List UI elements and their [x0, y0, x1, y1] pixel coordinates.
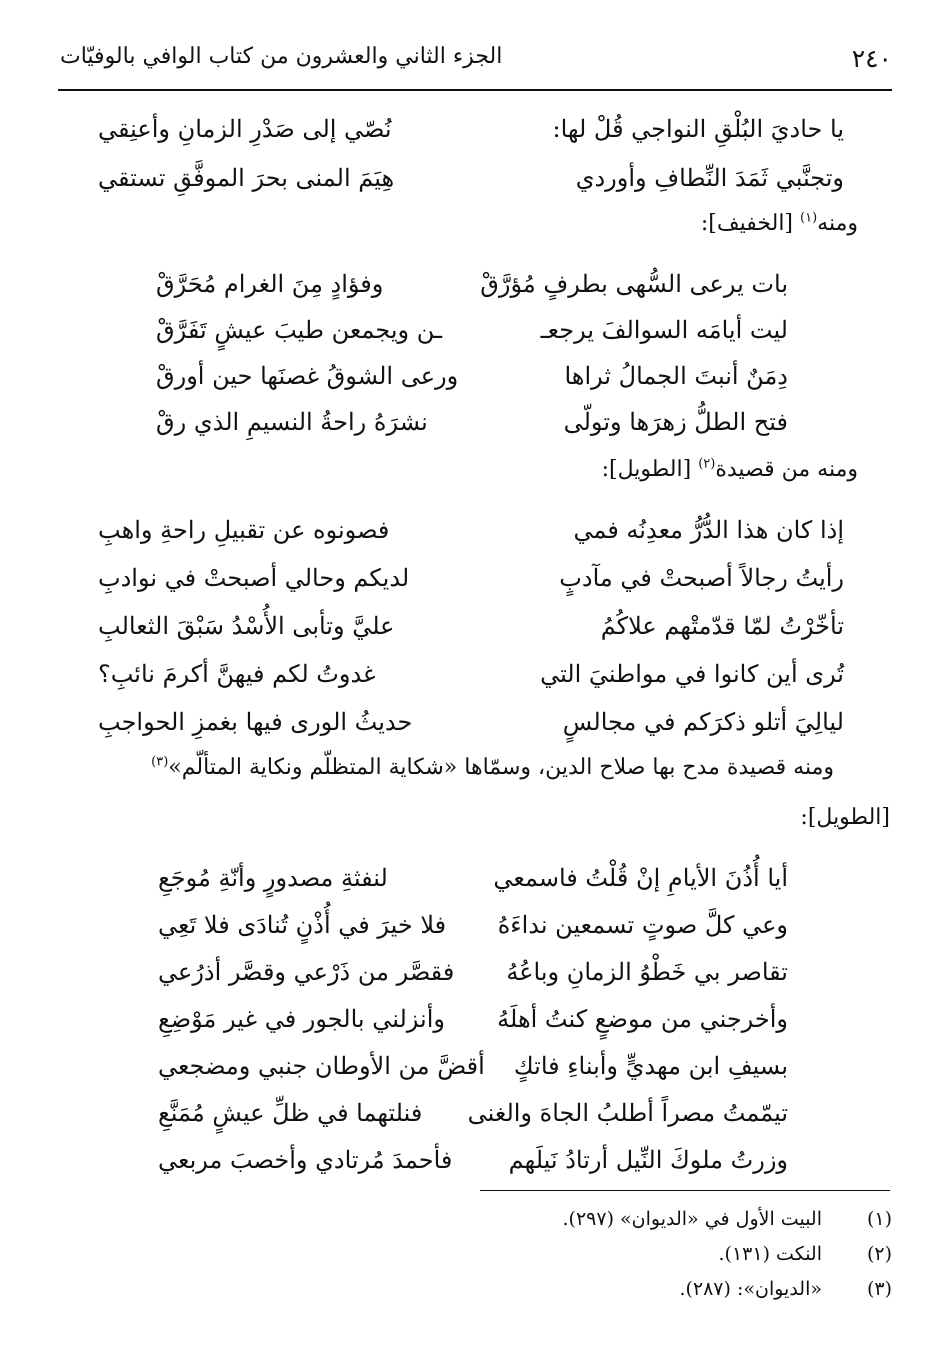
footnote — [492, 1202, 892, 1236]
verse-line — [156, 308, 788, 352]
footnote — [492, 1272, 892, 1306]
verse-first-hemistich: تقاصر بي خَطْوُ الزمانِ وباعُهُ — [506, 958, 788, 986]
intro-text: ومنه من قصيدة — [715, 457, 858, 482]
verse-line — [158, 1091, 788, 1135]
section-intro — [701, 204, 858, 244]
verse-second-hemistich: عليَّ وتأبى الأُسْدُ سَبْقَ الثعالبِ — [98, 612, 395, 640]
meter-label: [الطويل]: — [601, 457, 692, 482]
verse-line — [156, 400, 788, 444]
verse-line — [158, 1044, 788, 1088]
verse-line — [158, 950, 788, 994]
intro-text: ومنه — [817, 211, 858, 236]
verse-first-hemistich: أيا أُذُنَ الأيامِ إنْ قُلْتُ فاسمعي — [493, 864, 788, 892]
verse-first-hemistich: بات يرعى السُّهى بطرفٍ مُؤرَّقْ — [480, 270, 788, 298]
footnote-text: النكت (١٣١). — [718, 1243, 822, 1265]
verse-line — [158, 997, 788, 1041]
verse-first-hemistich: إذا كان هذا الدُّرُّ معدِنُه فمي — [573, 516, 844, 544]
verse-line — [156, 354, 788, 398]
page-number: ٢٤٠ — [851, 44, 892, 73]
verse-line — [98, 156, 844, 200]
footnote-number: (١) — [866, 1208, 892, 1230]
section-intro — [151, 748, 834, 788]
verse-line — [98, 652, 844, 696]
verse-first-hemistich: تأخّرْتُ لمّا قدّمتْهم علاكُمُ — [600, 612, 844, 640]
verse-second-hemistich: فصونوه عن تقبيلِ راحةِ واهبِ — [98, 516, 390, 544]
verse-first-hemistich: تيمّمتُ مصراً أطلبُ الجاهَ والغنى — [467, 1099, 788, 1127]
verse-second-hemistich: ـن ويجمعن طيبَ عيشٍ تَفَرَّقْ — [156, 316, 443, 344]
verse-line — [98, 700, 844, 744]
verse-first-hemistich: وتجنَّبي ثَمَدَ النِّطافِ وأوردي — [575, 164, 844, 192]
verse-second-hemistich: هِيَمَ المنى بحرَ الموفَّقِ تستقي — [98, 164, 395, 192]
verse-second-hemistich: ورعى الشوقُ غصنَها حين أورقْ — [156, 362, 459, 390]
footnote-number: (٢) — [866, 1243, 892, 1265]
footnote-ref: (٣) — [151, 754, 169, 770]
verse-first-hemistich: ليت أيامَه السوالفَ يرجعـ — [540, 316, 788, 344]
verse-second-hemistich: نُصّي إلى صَدْرِ الزمانِ وأعنِقي — [98, 115, 392, 143]
verse-line — [156, 262, 788, 306]
verse-second-hemistich: فنلتهما في ظلِّ عيشٍ مُمَنَّعِ — [158, 1099, 423, 1127]
meter-label: [الخفيف]: — [700, 211, 794, 236]
footnote-rule — [480, 1190, 890, 1191]
verse-second-hemistich: فأحمدَ مُرتادي وأخصبَ مربعي — [158, 1146, 453, 1174]
verse-first-hemistich: رأيتُ رجالاً أصبحتْ في مآدبٍ — [559, 564, 844, 592]
footnote-ref: (٢) — [698, 456, 716, 472]
footnote-number: (٣) — [866, 1278, 892, 1300]
verse-first-hemistich: وعي كلَّ صوتٍ تسمعين نداءَهُ — [497, 911, 788, 939]
verse-line — [98, 604, 844, 648]
verse-second-hemistich: وفؤادٍ مِنَ الغرام مُحَرَّقْ — [156, 270, 384, 298]
running-title: الجزء الثاني والعشرون من كتاب الوافي بالوفيّات — [60, 44, 503, 69]
verse-line — [98, 508, 844, 552]
verse-second-hemistich: وأنزلني بالجور في غير مَوْضِعِ — [158, 1005, 445, 1033]
meter-line — [800, 798, 890, 838]
verse-first-hemistich: بسيفِ ابن مهديٍّ وأبناءِ فاتكٍ — [513, 1052, 788, 1080]
verse-first-hemistich: دِمَنٌ أنبتَ الجمالُ ثراها — [564, 362, 788, 390]
verse-first-hemistich: يا حاديَ البُلْقِ النواجي قُلْ لها: — [552, 115, 844, 143]
footnote-text: البيت الأول في «الديوان» (٢٩٧). — [562, 1208, 822, 1230]
section-intro — [602, 450, 858, 490]
footnote-text: «الديوان»: (٢٨٧). — [679, 1278, 822, 1300]
verse-line — [98, 556, 844, 600]
verse-first-hemistich: وأخرجني من موضعٍ كنتُ أهلَهُ — [497, 1005, 788, 1033]
verse-second-hemistich: فلا خيرَ في أُذْنٍ تُنادَى فلا تَعِي — [158, 911, 447, 939]
verse-second-hemistich: لنفثةِ مصدورٍ وأنّةِ مُوجَعِ — [158, 864, 388, 892]
verse-second-hemistich: لديكم وحالي أصبحتْ في نوادبِ — [98, 564, 410, 592]
verse-second-hemistich: فقصَّر من ذَرْعي وقصَّر أذرُعي — [158, 958, 455, 986]
header-rule — [58, 89, 892, 91]
verse-second-hemistich: غدوتُ لكم فيهنَّ أكرمَ نائبِ؟ — [98, 660, 376, 688]
running-head — [60, 40, 892, 80]
verse-first-hemistich: ليالِيَ أتلو ذكرَكم في مجالسٍ — [562, 708, 844, 736]
footnote — [492, 1237, 892, 1271]
verse-line — [158, 903, 788, 947]
verse-first-hemistich: وزرتُ ملوكَ النِّيل أرتادُ نَيلَهم — [508, 1146, 788, 1174]
verse-second-hemistich: أقضَّ من الأوطان جنبي ومضجعي — [158, 1052, 485, 1080]
intro-text: ومنه قصيدة مدح بها صلاح الدين، وسمّاها «شكاية المتظلّم ونكاية المتألّم» — [168, 755, 834, 780]
verse-first-hemistich: تُرى أين كانوا في مواطنيَ التي — [540, 660, 844, 688]
footnote-ref: (١) — [800, 210, 818, 226]
verse-second-hemistich: نشرَهُ راحةُ النسيمِ الذي رقْ — [156, 408, 428, 436]
verse-line — [98, 107, 844, 151]
verse-first-hemistich: فتح الطلُّ زهرَها وتولّى — [563, 408, 788, 436]
verse-line — [158, 1138, 788, 1182]
verse-second-hemistich: حديثُ الورى فيها بغمزِ الحواجبِ — [98, 708, 413, 736]
meter-label: [الطويل]: — [800, 805, 890, 830]
verse-line — [158, 856, 788, 900]
